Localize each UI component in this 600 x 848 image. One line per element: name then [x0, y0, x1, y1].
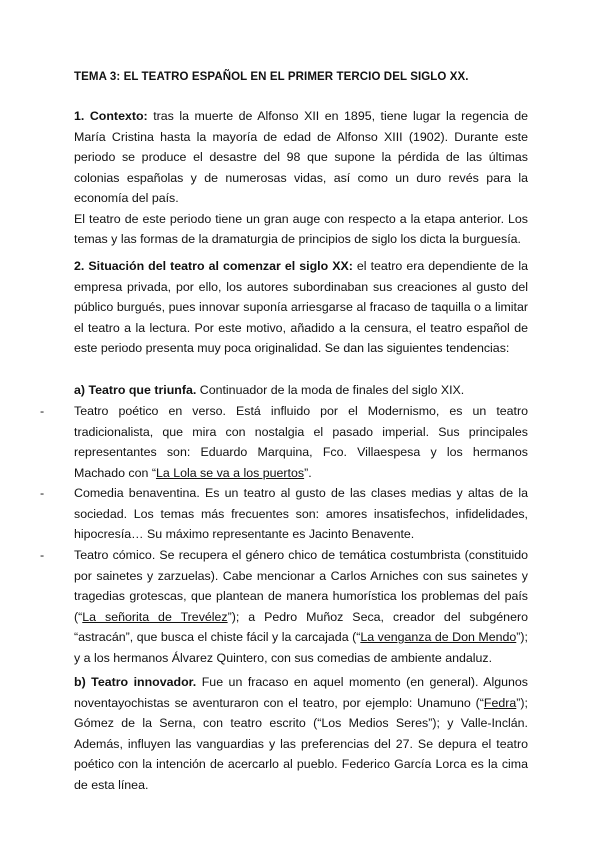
- section-teatro-que-triunfa: [74, 380, 528, 401]
- contexto-paragraph-2: El teatro de este periodo tiene un gran auge con respecto a la etapa anterior. Los temas y las formas de la dramaturgia de principios de siglo los dicta la burguesía.: [74, 211, 528, 246]
- contexto-heading: 1. Contexto:: [74, 109, 148, 123]
- document-title: TEMA 3: EL TEATRO ESPAÑOL EN EL PRIMER TERCIO DEL SIGLO XX.: [74, 71, 469, 83]
- situacion-paragraph: [74, 256, 528, 359]
- list-bullet-dash: -: [40, 486, 45, 500]
- list-item-teatro-comico: [74, 545, 528, 668]
- section-situacion: [74, 256, 528, 359]
- work-title-venganza-de-don-mendo: La venganza de Don Mendo: [360, 630, 517, 644]
- contexto-text: tras la muerte de Alfonso XII en 1895, tiene lugar la regencia de María Cristina hasta la mayoría de edad de Alfonso XIII (1902). Durante este periodo se produce el desastre del 98 que supone la pérdida de las últimas colonias españolas y de numerosas vidas, así como un duro revés para la economía del país.: [74, 109, 529, 205]
- list-item-teatro-poetico: [74, 401, 528, 483]
- innovador-text: Fue un fracaso en aquel momento (en general). Algunos noventayochistas se aventuraron con el teatro, por ejemplo: Unamuno (“: [74, 675, 528, 710]
- comico-text: Teatro cómico. Se recupera el género chico de temática costumbrista (constituido por sainetes y zarzuelas). Cabe mencionar a Carlos Arniches con sus sainetes y tragedias grotescas, que plantean de manera humorística los problemas del país (“: [74, 548, 528, 624]
- list-bullet-dash: -: [40, 404, 45, 418]
- work-title-fedra: Fedra: [483, 695, 517, 710]
- list-item-comedia-benaventina: Comedia benaventina. Es un teatro al gusto de las clases medias y altas de la sociedad. Los temas más frecuentes son: amores insatisfechos, infidelidades, hipocresía… Su máximo representante es Jacinto Benavente.: [74, 486, 528, 541]
- innovador-paragraph: [74, 672, 528, 795]
- triunfa-text: Continuador de la moda de finales del siglo XIX.: [196, 383, 465, 397]
- list-bullet-dash: -: [40, 548, 45, 562]
- innovador-text-end: ”); Gómez de la Serna, con teatro escrito (“Los Medios Seres”); y Valle-Inclán. Además, influyen las vanguardias y las preferencias del 27. Se depura el teatro poético con la intención de acercarlo al pueblo. Federico García Lorca es la cima de esta línea.: [74, 695, 528, 792]
- situacion-heading: 2. Situación del teatro al comenzar el siglo XX:: [74, 259, 353, 273]
- triunfa-heading: a) Teatro que triunfa.: [74, 383, 197, 397]
- work-title-senorita-de-trevelez: La señorita de Trevélez: [82, 609, 228, 624]
- poetico-text-end: ”.: [304, 465, 312, 480]
- contexto-paragraph: [74, 106, 528, 209]
- situacion-text: el teatro era dependiente de la empresa privada, por ello, los autores subordinaban sus creaciones al gusto del público burgués, pues innovar suponía arriesgarse al fracaso de taquilla o a limitar el teatro a la lectura. Por este motivo, añadido a la censura, el teatro español de este periodo presenta muy poca originalidad. Se dan las siguientes tendencias:: [74, 259, 528, 355]
- comico-text-end: ”); y a los hermanos Álvarez Quintero, con sus comedias de ambiente andaluz.: [74, 630, 528, 665]
- innovador-heading: b) Teatro innovador.: [74, 675, 197, 689]
- section-teatro-innovador: [74, 672, 528, 795]
- section-contexto: [74, 106, 528, 250]
- comico-text-mid: ”); a Pedro Muñoz Seca, creador del subgénero “astracán”, que busca el chiste fácil y la carcajada (“: [74, 609, 528, 644]
- work-title-la-lola: La Lola se va a los puertos: [155, 465, 305, 480]
- triunfa-paragraph: [74, 380, 528, 401]
- poetico-text: Teatro poético en verso. Está influido por el Modernismo, es un teatro tradicionalista, que mira con nostalgia el pasado imperial. Sus principales representantes son: Eduardo Marquina, Fco. Villaespesa y los hermanos Machado con “: [74, 404, 528, 480]
